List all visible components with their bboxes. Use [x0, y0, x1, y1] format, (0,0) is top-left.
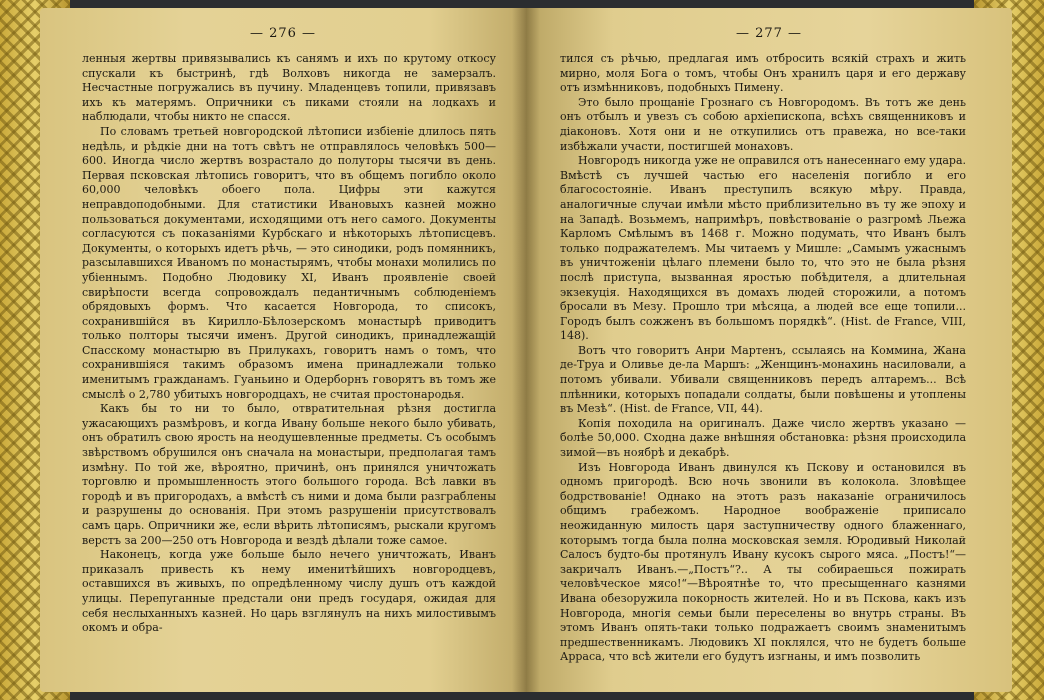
- paragraph: По словамъ третьей новгородской лѣтописи избіеніе длилось пять недѣль, и рѣдкіе дни на тотъ свѣтъ не отправлялось человѣкъ 500—600. Иногда число жертвъ возрастало до полуторы тысячи въ день. Первая псковская лѣтопись говоритъ, что въ общемъ погибло около 60,000 человѣкъ обоего пола. Цифры эти кажутся неправдоподобными. Для статистики Ивановыхъ казней можно пользоваться документами, исходящими отъ него самого. Документы согласуются съ показаніями Курбскаго и нѣкоторыхъ лѣтописцевъ. Документы, о которыхъ идетъ рѣчь, — это синодики, родъ помянникъ, разсылавшихся Иваномъ по монастырямъ, чтобы монахи молились по убіеннымъ. Подобно Людовику XI, Иванъ проявленіе своей свирѣпости всегда сопровождалъ педантичнымъ соблюденіемъ обрядовыхъ формъ. Что касается Новгорода, то списокъ, сохранившійся въ Кирилло-Бѣлозерскомъ монастырѣ приводитъ только полторы тысячи именъ. Другой синодикъ, принадлежащій Спасскому монастырю въ Прилукахъ, говоритъ намъ о томъ, что сохранившіяся такимъ образомъ имена принадлежали только именитымъ гражданамъ. Гуаньино и Одерборнъ говорятъ въ томъ же смыслѣ о 2,780 убитыхъ новгородцахъ, не считая простонародья.: [82, 124, 496, 401]
- page-number-left: — 276 —: [249, 26, 317, 41]
- paragraph: тился съ рѣчью, предлагая имъ отбросить всякій страхъ и жить мирно, моля Бога о томъ, чтобы Онъ хранилъ царя и его державу отъ измѣнниковъ, подобныхъ Пимену.: [560, 52, 966, 95]
- paragraph: Вотъ что говоритъ Анри Мартенъ, ссылаясь на Коммина, Жана де-Труа и Оливье де-ла Маршъ: „Женщинъ-монахинь насиловали, а потомъ убивали. Убивали священниковъ передъ алтаремъ... Всѣ плѣнники, которыхъ попадали солдаты, были повѣшены и утоплены въ Мезѣ“. (Hist. de France, VII, 44).: [560, 343, 966, 416]
- right-page: [526, 8, 1012, 692]
- paragraph: Наконецъ, когда уже больше было нечего уничтожать, Иванъ приказалъ привесть къ нему именитѣйшихъ новгородцевъ, оставшихся въ живыхъ, по опредѣленному числу душъ отъ каждой улицы. Перепуганные предстали они предъ государя, ожидая для себя неслыханныхъ казней. Но царь взглянулъ на нихъ милостивымъ окомъ и обра-: [82, 548, 496, 635]
- left-page: [40, 8, 526, 692]
- right-page-text: [560, 52, 966, 665]
- paragraph: Изъ Новгорода Иванъ двинулся къ Пскову и остановился въ одномъ пригородѣ. Всю ночь звонили въ колокола. Зловѣщее бодрствованіе! Однако на этотъ разъ наказаніе ограничилось общимъ грабежомъ. Народное воображеніе приписало неожиданную милость царя заступничеству одного блаженнаго, которымъ тогда была полна московская земля. Юродивый Николай Салосъ будто-бы протянулъ Ивану кусокъ сырого мяса. „Постъ!“—закричалъ Иванъ.—„Постъ“?.. А ты собираешься пожирать человѣческое мясо!“—Вѣроятнѣе то, что пресыщеннаго казнями Ивана обезоружила покорность жителей. Но и въ Пскова, какъ изъ Новгорода, многія семьи были переселены во внутрь страны. Въ этомъ Иванъ опять-таки только подражаетъ своимъ знаменитымъ предшественникамъ. Людовикъ XI поклялся, что не будетъ больше Арраса, что всѣ жители его будутъ изгнаны, и имъ позволить: [560, 460, 966, 664]
- paragraph: ленныя жертвы привязывались къ санямъ и ихъ по крутому откосу спускали къ быстринѣ, гдѣ Волховъ никогда не замерзалъ. Несчастные погружались въ пучину. Младенцевъ топили, привязавъ ихъ къ матерямъ. Опричники съ пиками стояли на лодкахъ и наблюдали, чтобы никто не спасся.: [82, 52, 496, 124]
- paragraph: Какъ бы то ни то было, отвратительная рѣзня достигла ужасающихъ размѣровъ, и когда Ивану больше некого было убивать, онъ обратилъ свою ярость на неодушевленные предметы. Съ особымъ звѣрствомъ обрушился онъ сначала на монастыри, предполагая тамъ измѣну. По той же, вѣроятно, причинѣ, онъ принялся уничтожать торговлю и промышленность этого большого города. Всѣ лавки въ городѣ и въ пригородахъ, а вмѣстѣ съ ними и дома были разграблены и разрушены до основанія. При этомъ разрушеніи присутствовалъ самъ царь. Опричники же, если вѣрить лѣтописямъ, рыскали кругомъ верстъ за 200—250 отъ Новгорода и вездѣ дѣлали тоже самое.: [82, 402, 496, 547]
- paragraph: Новгородъ никогда уже не оправился отъ нанесеннаго ему удара. Вмѣстѣ съ лучшей частью его населенія погибло и его благосостояніе. Иванъ преступилъ всякую мѣру. Правда, аналогичные случаи имѣли мѣсто приблизительно въ ту же эпоху и на Западѣ. Возьмемъ, напримѣръ, повѣствованіе о разгромѣ Льежа Карломъ Смѣлымъ въ 1468 г. Можно подумать, что Иванъ былъ только подражателемъ. Мы читаемъ у Мишле: „Самымъ ужаснымъ въ уничтоженіи цѣлаго племени было то, что это не была рѣзня послѣ приступа, вызванная яростью побѣдителя, а длительная экзекуція. Находящихся въ домахъ людей сторожили, а потомъ бросали въ Мезу. Прошло три мѣсяца, а людей все еще топили... Городъ былъ сожженъ въ большомъ порядкѣ“. (Hist. de France, VIII, 148).: [560, 154, 966, 343]
- book-gutter: [512, 8, 540, 692]
- paragraph: Копія походила на оригиналъ. Даже число жертвъ указано — болѣе 50,000. Сходна даже внѣшняя обстановка: рѣзня происходила зимой—въ ноябрѣ и декабрѣ.: [560, 416, 966, 460]
- paragraph: Это было прощаніе Грознаго съ Новгородомъ. Въ тотъ же день онъ отбылъ и увезъ съ собою архіепископа, всѣхъ священниковъ и діаконовъ. Хотя они и не откупились отъ правежа, но все-таки избѣжали участи, постигшей монаховъ.: [560, 95, 966, 153]
- page-number-right: — 277 —: [735, 26, 803, 41]
- left-page-text: [82, 52, 496, 636]
